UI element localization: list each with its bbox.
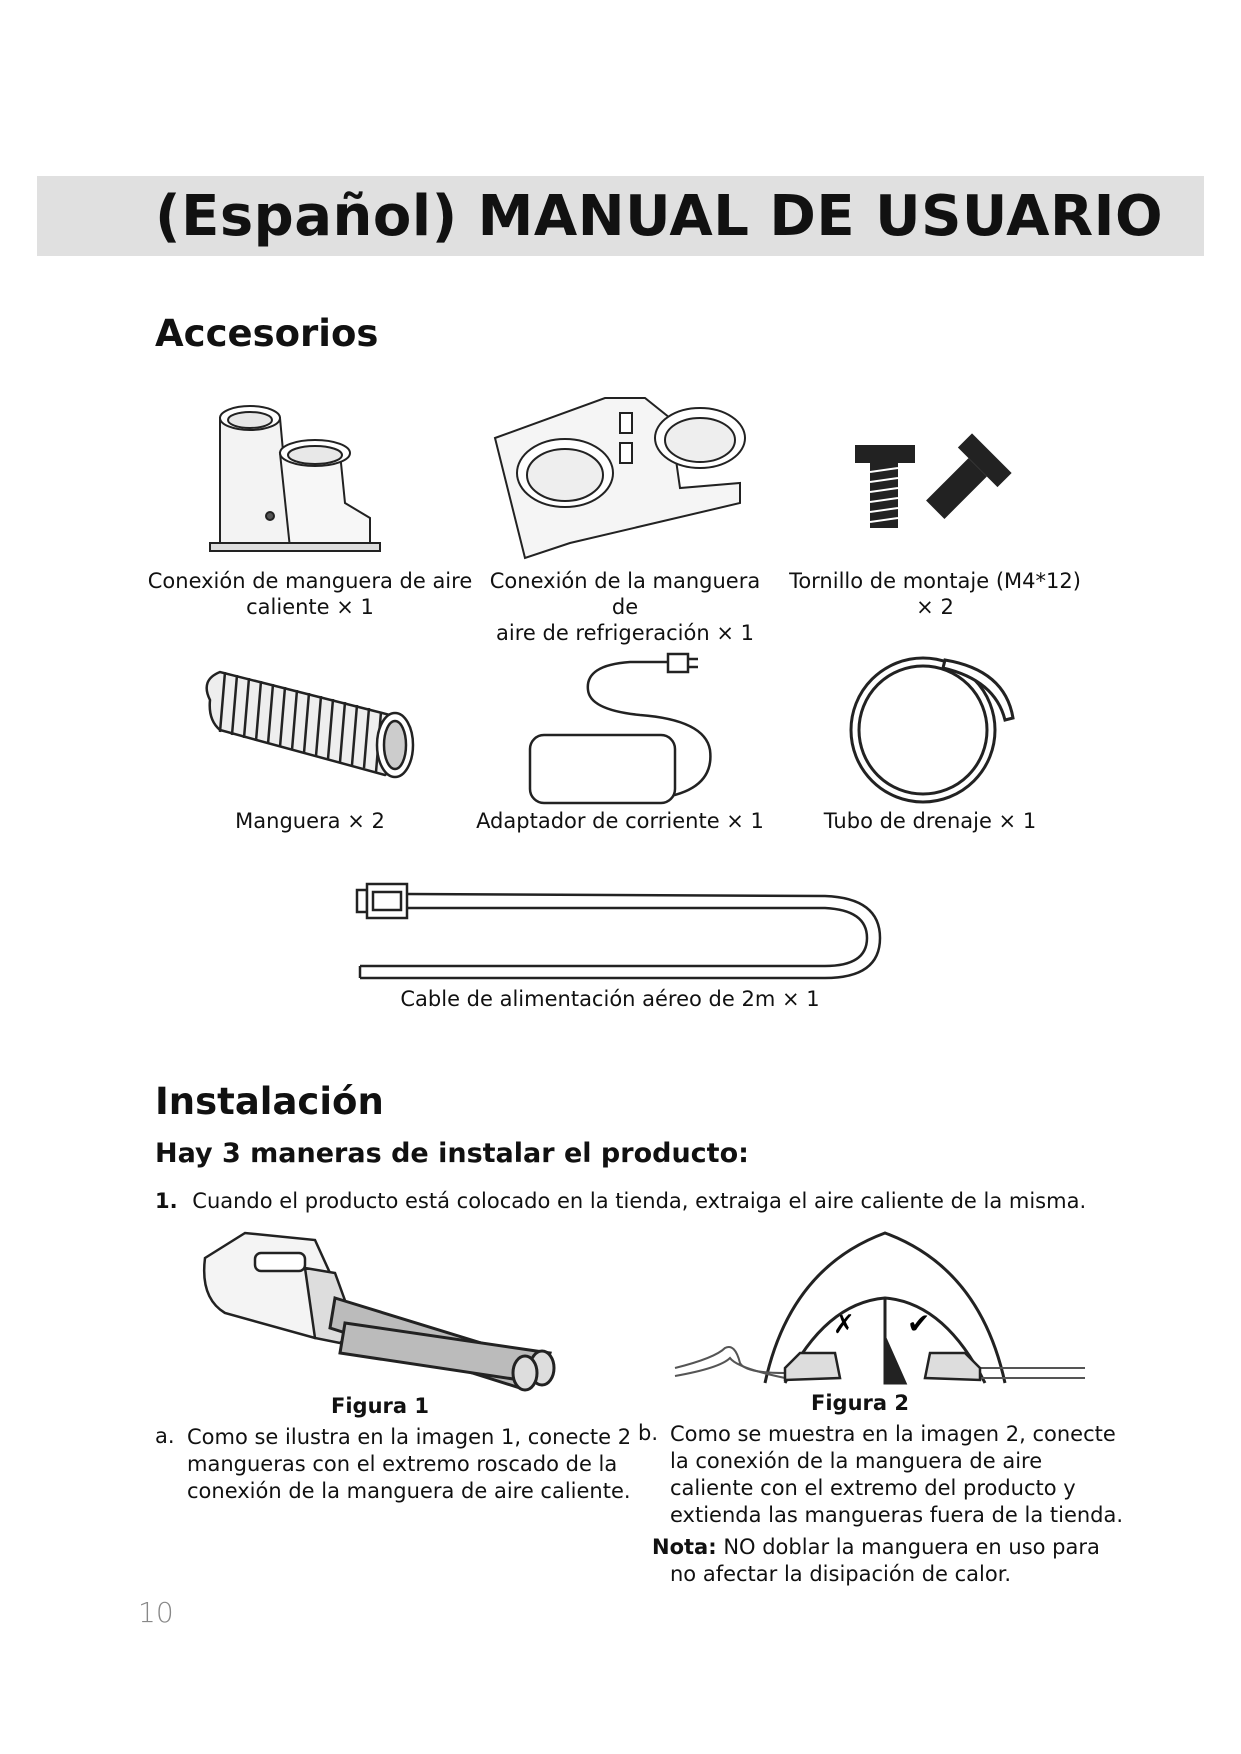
note-text: NO doblar la manguera en uso para — [723, 1535, 1100, 1559]
power-cable-illustration — [355, 878, 895, 990]
caption-line: × 2 — [916, 595, 954, 619]
figure-1-marker: a. — [155, 1424, 175, 1448]
hot-air-connection-illustration — [210, 398, 410, 558]
step-text: Cuando el producto está colocado en la tienda, extraiga el aire caliente de la misma. — [192, 1189, 1087, 1213]
figure-2-caption: Figura 2 — [811, 1391, 909, 1415]
caption-mounting-screws — [770, 568, 1100, 620]
figure-1-illustration — [195, 1228, 565, 1398]
note-text-line2: no afectar la disipación de calor. — [670, 1562, 1012, 1586]
installation-heading: Instalación — [155, 1080, 384, 1123]
page-number: 10 — [138, 1596, 174, 1629]
figure-1-caption: Figura 1 — [331, 1394, 429, 1418]
caption-hose: Manguera × 2 — [235, 809, 385, 833]
text-line: caliente con el extremo del producto y — [670, 1476, 1076, 1500]
figure-2-text — [670, 1421, 1123, 1529]
caption-line: Tornillo de montaje (M4*12) — [789, 569, 1081, 593]
text-line: la conexión de la manguera de aire — [670, 1449, 1043, 1473]
page-title: (Español) MANUAL DE USUARIO — [155, 184, 1164, 249]
figure-1-text — [187, 1424, 631, 1505]
caption-drain-tube: Tubo de drenaje × 1 — [823, 809, 1037, 833]
mounting-screws-illustration — [855, 440, 1015, 540]
text-line: conexión de la manguera de aire caliente. — [187, 1479, 631, 1503]
caption-line: Conexión de la manguera de — [489, 569, 761, 619]
step-1 — [155, 1188, 1086, 1215]
correct-mark: ✔ — [907, 1307, 931, 1340]
wrong-mark: ✗ — [833, 1310, 855, 1340]
accessories-heading: Accesorios — [155, 312, 379, 355]
note — [652, 1534, 1100, 1588]
caption-line: aire de refrigeración × 1 — [496, 621, 754, 645]
caption-power-cable: Cable de alimentación aéreo de 2m × 1 — [400, 987, 820, 1011]
caption-power-adapter: Adaptador de corriente × 1 — [476, 809, 764, 833]
text-line: Como se muestra en la imagen 2, conecte — [670, 1422, 1116, 1446]
cooling-air-connection-illustration — [490, 393, 750, 563]
figure-2-marker: b. — [638, 1421, 659, 1445]
caption-hot-air-connection — [140, 568, 480, 620]
text-line: Como se ilustra en la imagen 1, conecte 2 — [187, 1425, 632, 1449]
hose-illustration — [200, 660, 420, 790]
installation-subheading: Hay 3 maneras de instalar el producto: — [155, 1138, 749, 1169]
caption-line: Conexión de manguera de aire — [147, 569, 473, 593]
text-line: extienda las mangueras fuera de la tienda. — [670, 1503, 1124, 1527]
step-number: 1. — [155, 1189, 178, 1213]
drain-tube-illustration — [845, 650, 1015, 810]
figure-2-illustration — [675, 1228, 1095, 1388]
caption-line: caliente × 1 — [246, 595, 374, 619]
power-adapter-illustration — [520, 650, 720, 810]
text-line: mangueras con el extremo roscado de la — [187, 1452, 618, 1476]
note-label: Nota: — [652, 1535, 717, 1559]
caption-cooling-connection — [475, 568, 775, 646]
